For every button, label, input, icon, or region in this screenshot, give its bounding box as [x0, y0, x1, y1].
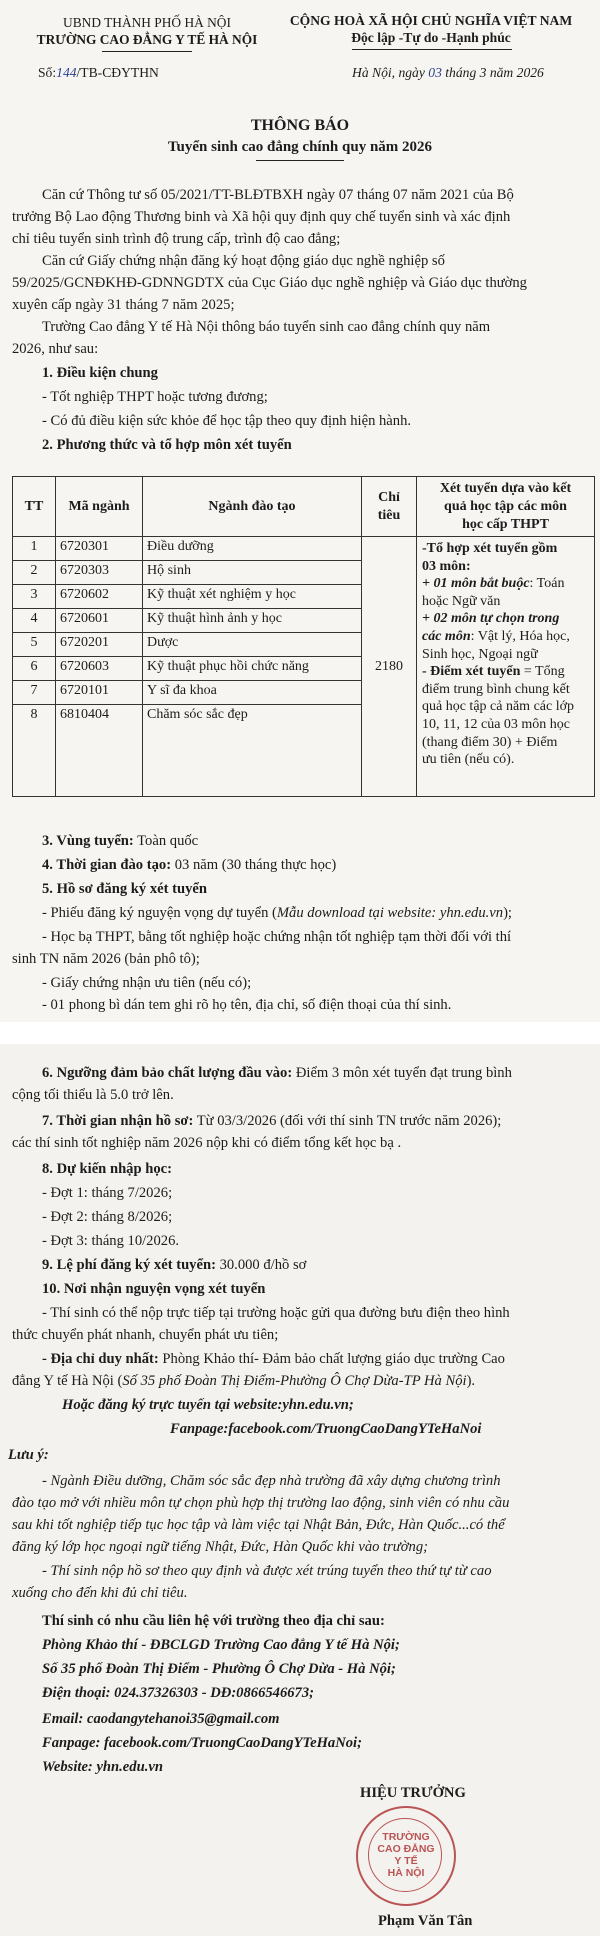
section-5-item-3: - Giấy chứng nhận ưu tiên (nếu có); [42, 975, 252, 991]
col-header-tt: TT [13, 477, 56, 537]
crit-l4: hoặc Ngữ văn [422, 593, 501, 609]
crit-l13: ưu tiên (nếu có). [422, 752, 515, 768]
col-header-method [417, 477, 595, 537]
contact-fanpage: Fanpage: facebook.com/TruongCaoDangYTeHaNoi; [42, 1735, 362, 1751]
org-line-2: TRƯỜNG CAO ĐẲNG Y TẾ HÀ NỘI [36, 32, 258, 47]
section-10-l2: thức chuyển phát nhanh, chuyển phát ưu tiên; [12, 1327, 279, 1343]
motto-underline [352, 49, 512, 50]
intro-p2-l1: Căn cứ Giấy chứng nhận đăng ký hoạt động giáo dục nghề nghiệp số [42, 253, 445, 269]
section-10-addr-l2 [12, 1372, 475, 1390]
intro-p2-l2: 59/2025/GCNĐKHĐ-GDNNGDTX của Cục Giáo dục nghề nghiệp và Giáo dục thường [12, 275, 527, 291]
online-registration: Hoặc đăng ký trực tuyến tại website:yhn.edu.vn; [62, 1397, 354, 1413]
section-1-item-1: - Tốt nghiệp THPT hoặc tương đương; [42, 389, 268, 405]
section-8-d3: - Đợt 3: tháng 10/2026. [42, 1233, 180, 1249]
crit-l3-em: + 01 môn bắt buộc [422, 576, 530, 592]
note-1-l3: sau khi tốt nghiệp tiếp tục học tập và làm việc tại Nhật Bản, Đức, Hàn Quốc...có thể [12, 1517, 505, 1533]
row-code: 6720601 [56, 609, 143, 633]
official-seal [356, 1806, 456, 1906]
intro-p1-l1: Căn cứ Thông tư số 05/2021/TT-BLĐTBXH ngày 07 tháng 07 năm 2021 của Bộ [42, 187, 514, 203]
section-7-heading: 7. Thời gian nhận hồ sơ: [42, 1113, 194, 1129]
date-day: 03 [428, 65, 442, 80]
table-row [13, 537, 595, 561]
contact-office: Phòng Khảo thí - ĐBCLGD Trường Cao đẳng Y tế Hà Nội; [42, 1637, 400, 1653]
seal-line-1: TRƯỜNG [382, 1831, 430, 1843]
quota-header-l1: Chỉ [378, 489, 400, 505]
section-6-l2: cộng tối thiểu là 5.0 trở lên. [12, 1087, 174, 1103]
nation-line-1: CỘNG HOÀ XÃ HỘI CHỦ NGHĨA VIỆT NAM [289, 13, 573, 28]
contact-address: Số 35 phố Đoàn Thị Điểm - Phường Ô Chợ Dừa - Hà Nội; [42, 1661, 396, 1677]
section-2-heading: 2. Phương thức và tổ hợp môn xét tuyển [42, 437, 292, 453]
note-1-l1: - Ngành Điều dưỡng, Chăm sóc sắc đẹp nhà trường đã xây dựng chương trình [42, 1473, 501, 1489]
seal-line-2: CAO ĐẲNG [377, 1843, 435, 1855]
method-header-l2: quả học tập các môn [444, 498, 567, 514]
row-tt: 6 [13, 657, 56, 681]
intro-p1-l3: chỉ tiêu tuyển sinh trình độ trung cấp, trình độ cao đẳng; [12, 231, 341, 247]
row-tt: 1 [13, 537, 56, 561]
notes-heading: Lưu ý: [8, 1447, 49, 1463]
crit-l7: Sinh học, Ngoại ngữ [422, 646, 538, 662]
method-header-l3: học cấp THPT [462, 516, 549, 532]
item1-b: Mẫu download tại website: yhn.edu.vn [276, 905, 504, 921]
row-major: Kỹ thuật phục hồi chức năng [143, 657, 362, 681]
section-6-l1 [42, 1064, 512, 1082]
intro-p1-l2: trưởng Bộ Lao động Thương binh và Xã hội quy định quy chế tuyển sinh và xác định [12, 209, 511, 225]
contact-intro: Thí sinh có nhu cầu liên hệ với trường theo địa chỉ sau: [42, 1613, 385, 1629]
doc-number-prefix: Số: [38, 65, 57, 80]
section-3-heading: 3. Vùng tuyển: [42, 833, 134, 849]
fanpage-line: Fanpage:facebook.com/TruongCaoDangYTeHaNoi [170, 1421, 482, 1437]
row-major: Kỹ thuật hình ảnh y học [143, 609, 362, 633]
national-motto [262, 12, 600, 46]
section-9 [42, 1256, 306, 1274]
crit-l6 [422, 628, 589, 646]
col-header-major: Ngành đào tạo [143, 477, 362, 537]
crit-l6-em: các môn [422, 628, 471, 644]
section-1-item-2: - Có đủ điều kiện sức khỏe để học tập theo quy định hiện hành. [42, 413, 412, 429]
row-code: 6720603 [56, 657, 143, 681]
addr-l2-b: Số 35 phố Đoàn Thị Điểm-Phường Ô Chợ Dừa-TP Hà Nội [122, 1373, 467, 1389]
row-code: 6720602 [56, 585, 143, 609]
table-header-row [13, 477, 595, 537]
row-code: 6720101 [56, 681, 143, 705]
row-tt: 2 [13, 561, 56, 585]
section-8-heading: 8. Dự kiến nhập học: [42, 1161, 172, 1177]
row-code: 6810404 [56, 705, 143, 797]
section-9-value: 30.000 đ/hồ sơ [215, 1257, 307, 1273]
document-number [38, 64, 159, 82]
criteria-cell [417, 537, 595, 797]
section-8-d1: - Đợt 1: tháng 7/2026; [42, 1185, 173, 1201]
section-10-addr-l1 [42, 1350, 505, 1368]
row-major: Dược [143, 633, 362, 657]
section-7-l1 [42, 1112, 501, 1130]
notice-page-2 [0, 1044, 600, 1936]
intro-p3-l1: Trường Cao đẳng Y tế Hà Nội thông báo tuyển sinh cao đẳng chính quy năm [42, 319, 491, 335]
contact-phone: Điện thoại: 024.37326303 - DĐ:0866546673; [42, 1685, 315, 1701]
section-7-l2: các thí sinh tốt nghiệp năm 2026 nộp khi có điểm tổng kết học bạ . [12, 1135, 402, 1151]
section-4-value: 03 năm (30 tháng thực học) [171, 857, 337, 873]
note-1-l4: đăng ký lớp học ngoại ngữ tiếng Nhật, Đức, Hàn Quốc khi vào trường; [12, 1539, 428, 1555]
item1-a: - Phiếu đăng ký nguyện vọng dự tuyển ( [42, 905, 277, 921]
quota-cell: 2180 [362, 537, 417, 797]
row-major: Kỹ thuật xét nghiệm y học [143, 585, 362, 609]
col-header-quota [362, 477, 417, 537]
row-tt: 4 [13, 609, 56, 633]
addr-rest: Phòng Khảo thí- Đảm bảo chất lượng giáo dục trường Cao [158, 1351, 505, 1367]
crit-l5: + 02 môn tự chọn trong [422, 611, 560, 627]
section-10-l1: - Thí sinh có thể nộp trực tiếp tại trường hoặc gửi qua đường bưu điện theo hình [42, 1305, 510, 1321]
crit-l9: điểm trung bình chung kết [422, 681, 570, 697]
section-5-heading: 5. Hồ sơ đăng ký xét tuyển [42, 881, 207, 897]
doc-number-handwritten: 144 [56, 65, 77, 80]
row-tt: 8 [13, 705, 56, 797]
crit-l8-rest: = Tổng [520, 664, 565, 680]
crit-l3-rest: : Toán [529, 576, 565, 592]
notice-title: THÔNG BÁO [250, 117, 350, 134]
signer-role: HIỆU TRƯỞNG [360, 1785, 466, 1801]
crit-l10: quả học tập cả năm các lớp [422, 699, 574, 715]
org-line-1: UBND THÀNH PHỐ HÀ NỘI [63, 15, 231, 30]
addr-l2-a: đẳng Y tế Hà Nội ( [12, 1373, 123, 1389]
col-header-code: Mã ngành [56, 477, 143, 537]
org-underline [102, 51, 192, 52]
section-5-item-2-l2: sinh TN năm 2026 (bản phô tô); [12, 951, 200, 967]
note-2-l2: xuống cho đến khi đủ chỉ tiêu. [12, 1585, 188, 1601]
section-4 [42, 856, 336, 874]
section-7-rest: Từ 03/3/2026 (đối với thí sinh TN trước năm 2026); [193, 1113, 502, 1129]
addr-label: - Địa chỉ duy nhất: [42, 1351, 159, 1367]
admission-table [12, 476, 595, 797]
section-5-item-1 [42, 904, 512, 922]
method-header-l1: Xét tuyển dựa vào kết [439, 480, 572, 496]
crit-l2: 03 môn: [422, 558, 471, 574]
intro-p3-l2: 2026, như sau: [12, 341, 99, 357]
notice-subtitle: Tuyển sinh cao đẳng chính quy năm 2026 [167, 139, 433, 155]
row-major: Chăm sóc sắc đẹp [143, 705, 362, 797]
row-code: 6720303 [56, 561, 143, 585]
nation-line-2: Độc lập -Tự do -Hạnh phúc [351, 30, 511, 45]
crit-l11: 10, 11, 12 của 03 môn học [422, 716, 571, 732]
crit-l3 [422, 575, 589, 593]
crit-l8 [422, 663, 589, 681]
section-3-value: Toàn quốc [133, 833, 199, 849]
row-code: 6720301 [56, 537, 143, 561]
section-3 [42, 832, 198, 850]
intro-p2-l3: xuyên cấp ngày 31 tháng 7 năm 2025; [12, 297, 235, 313]
crit-l1: -Tổ hợp xét tuyển gồm [422, 541, 558, 556]
signer-name: Phạm Văn Tân [378, 1913, 473, 1929]
seal-line-3: Y TẾ [394, 1855, 418, 1867]
section-9-heading: 9. Lệ phí đăng ký xét tuyển: [42, 1257, 216, 1273]
date-suffix: tháng 3 năm 2026 [445, 65, 544, 80]
contact-website: Website: yhn.edu.vn [42, 1759, 163, 1775]
row-major: Y sĩ đa khoa [143, 681, 362, 705]
date-prefix: Hà Nội, ngày [352, 65, 425, 80]
crit-l8-em: - Điểm xét tuyển [422, 664, 521, 680]
issuing-authority [12, 14, 282, 48]
section-1-heading: 1. Điều kiện chung [42, 365, 158, 381]
section-4-heading: 4. Thời gian đào tạo: [42, 857, 172, 873]
section-6-heading: 6. Ngưỡng đảm bảo chất lượng đầu vào: [42, 1065, 293, 1081]
section-8-d2: - Đợt 2: tháng 8/2026; [42, 1209, 173, 1225]
item1-c: ); [503, 905, 512, 921]
note-2-l1: - Thí sinh nộp hồ sơ theo quy định và được xét trúng tuyển theo thứ tự từ cao [42, 1563, 492, 1579]
note-1-l2: đào tạo mở với nhiều môn tự chọn phù hợp thị trường lao động, sinh viên có nhu cầu [12, 1495, 510, 1511]
doc-number-suffix: /TB-CĐYTHN [76, 65, 159, 80]
crit-l6-rest: : Vật lý, Hóa học, [470, 628, 570, 644]
section-5-item-4: - 01 phong bì dán tem ghi rõ họ tên, địa chỉ, số điện thoại của thí sinh. [42, 997, 452, 1013]
section-10-heading: 10. Nơi nhận nguyện vọng xét tuyển [42, 1281, 266, 1297]
row-tt: 5 [13, 633, 56, 657]
quota-header-l2: tiêu [377, 507, 401, 523]
section-6-rest: Điểm 3 môn xét tuyển đạt trung bình [292, 1065, 512, 1081]
subtitle-underline [256, 160, 344, 161]
row-major: Điều dưỡng [143, 537, 362, 561]
crit-l12: (thang điểm 30) + Điểm [422, 734, 558, 750]
seal-line-4: HÀ NỘI [387, 1867, 425, 1879]
contact-email: Email: caodangytehanoi35@gmail.com [42, 1711, 280, 1727]
row-tt: 3 [13, 585, 56, 609]
section-5-item-2-l1: - Học bạ THPT, bằng tốt nghiệp hoặc chứng nhận tốt nghiệp tạm thời đối với thí [42, 929, 512, 945]
document-date [352, 64, 544, 82]
row-code: 6720201 [56, 633, 143, 657]
row-major: Hộ sinh [143, 561, 362, 585]
addr-l2-c: ). [466, 1373, 476, 1389]
row-tt: 7 [13, 681, 56, 705]
